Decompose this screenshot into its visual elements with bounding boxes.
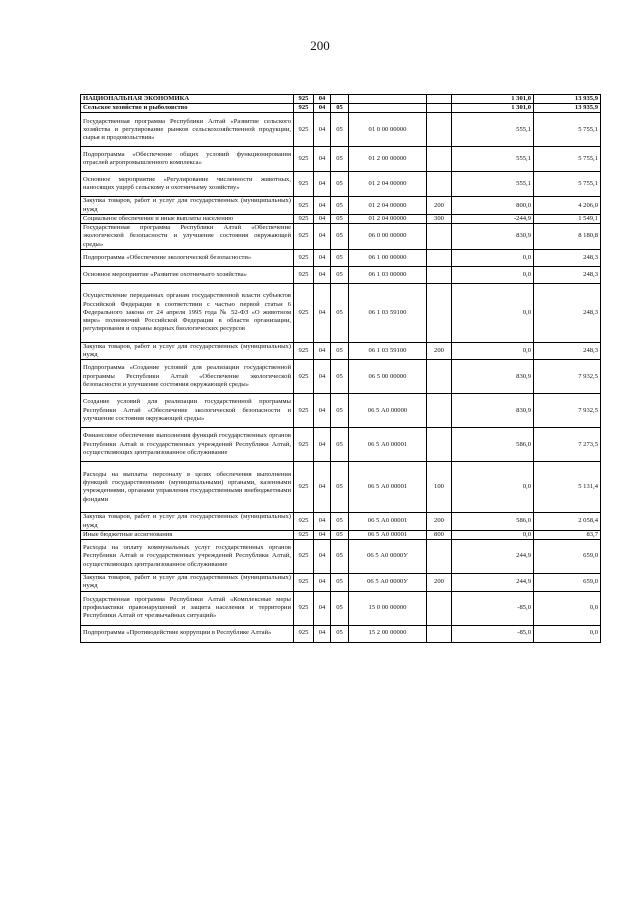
section-cell: 04 [314,147,331,172]
amount-total-cell: 7 273,5 [534,428,601,462]
row-name-cell: Создание условий для реализации государственной программы Республики Алтай «Обеспечение экологической безопасности и улучшение состояния окружающей среды» [81,394,294,428]
table-row [81,428,601,462]
admin-code-cell: 925 [294,249,314,266]
amount-change-cell: -85,0 [452,591,534,625]
admin-code-cell: 925 [294,462,314,513]
table-row [81,172,601,197]
section-cell: 04 [314,172,331,197]
table-row [81,113,601,147]
amount-total-cell: 248,3 [534,342,601,359]
row-name-cell: Государственная программа Республики Алтай «Развитие сельского хозяйства и регулирование рынков сельскохозяйственной продукции, сырья и продовольствия» [81,113,294,147]
amount-total-cell: 2 058,4 [534,513,601,530]
amount-total-cell: 659,0 [534,540,601,574]
table-row [81,360,601,394]
target-article-cell: 01 2 00 00000 [349,147,427,172]
subsection-cell: 05 [331,540,349,574]
row-name-cell: Расходы на выплаты персоналу в целях обеспечения выполнения функций государственными (муниципальными) органами, казенными учреждениями, органами управления государственными внебюджетными фондами [81,462,294,513]
expense-type-cell [427,249,452,266]
admin-code-cell: 925 [294,513,314,530]
subsection-cell: 05 [331,591,349,625]
row-name-cell: Государственная программа Республики Алтай «Комплексные меры профилактики правонарушений и защита населения и территории Республики Алтай от чрезвычайных ситуаций» [81,591,294,625]
target-article-cell: 01 2 04 00000 [349,172,427,197]
section-cell: 04 [314,113,331,147]
amount-change-cell: 244,9 [452,540,534,574]
target-article-cell: 01 0 00 00000 [349,113,427,147]
row-name-cell: НАЦИОНАЛЬНАЯ ЭКОНОМИКА [81,95,294,104]
subsection-cell: 05 [331,530,349,539]
expense-type-cell: 200 [427,342,452,359]
admin-code-cell: 925 [294,428,314,462]
expense-type-cell [427,540,452,574]
section-cell: 04 [314,342,331,359]
subsection-cell: 05 [331,104,349,113]
target-article-cell: 06 1 03 59100 [349,283,427,342]
target-article-cell: 06 5 А0 00001 [349,513,427,530]
expense-type-cell: 200 [427,513,452,530]
subsection-cell: 05 [331,266,349,283]
admin-code-cell: 925 [294,530,314,539]
table-row [81,342,601,359]
expense-type-cell [427,266,452,283]
expense-type-cell: 800 [427,530,452,539]
expense-type-cell [427,95,452,104]
amount-change-cell: 586,0 [452,428,534,462]
amount-total-cell: 13 935,9 [534,95,601,104]
target-article-cell: 06 5 А0 0000У [349,574,427,591]
amount-change-cell: 555,1 [452,172,534,197]
target-article-cell [349,104,427,113]
amount-change-cell: 800,0 [452,197,534,214]
amount-change-cell: 830,9 [452,360,534,394]
section-cell: 04 [314,197,331,214]
subsection-cell: 05 [331,172,349,197]
amount-change-cell: 0,0 [452,462,534,513]
expense-type-cell [427,113,452,147]
target-article-cell: 15 0 00 00000 [349,591,427,625]
amount-total-cell: 0,0 [534,625,601,642]
table-row [81,591,601,625]
target-article-cell: 06 5 А0 00000 [349,394,427,428]
subsection-cell: 05 [331,513,349,530]
admin-code-cell: 925 [294,147,314,172]
amount-change-cell: 0,0 [452,530,534,539]
amount-total-cell: 4 206,0 [534,197,601,214]
table-row [81,625,601,642]
row-name-cell: Закупка товаров, работ и услуг для государственных (муниципальных) нужд [81,574,294,591]
row-name-cell: Закупка товаров, работ и услуг для государственных (муниципальных) нужд [81,197,294,214]
row-name-cell: Подпрограмма «Обеспечение экологической безопасности» [81,249,294,266]
expense-type-cell [427,224,452,250]
section-cell: 04 [314,104,331,113]
section-cell: 04 [314,540,331,574]
amount-change-cell: 586,0 [452,513,534,530]
table-row [81,574,601,591]
amount-change-cell: 0,0 [452,266,534,283]
subsection-cell: 05 [331,428,349,462]
target-article-cell [349,95,427,104]
admin-code-cell: 925 [294,95,314,104]
amount-change-cell: -244,9 [452,214,534,223]
amount-total-cell: 8 180,8 [534,224,601,250]
target-article-cell: 06 1 00 00000 [349,249,427,266]
admin-code-cell: 925 [294,113,314,147]
table-row [81,530,601,539]
table-row [81,147,601,172]
row-name-cell: Закупка товаров, работ и услуг для государственных (муниципальных) нужд [81,513,294,530]
row-name-cell: Расходы на оплату коммунальных услуг государственных органов Республики Алтай и государственных учреждений Республики Алтай, осуществляющих централизованное обслуживание [81,540,294,574]
row-name-cell: Государственная программа Республики Алтай «Обеспечение экологической безопасности и улучшение состояния окружающей среды» [81,224,294,250]
subsection-cell: 05 [331,147,349,172]
expense-type-cell [427,147,452,172]
admin-code-cell: 925 [294,360,314,394]
amount-total-cell: 5 755,1 [534,147,601,172]
subsection-cell: 05 [331,249,349,266]
admin-code-cell: 925 [294,197,314,214]
amount-total-cell: 248,3 [534,249,601,266]
admin-code-cell: 925 [294,172,314,197]
section-cell: 04 [314,283,331,342]
admin-code-cell: 925 [294,104,314,113]
admin-code-cell: 925 [294,591,314,625]
row-name-cell: Сельское хозяйство и рыболовство [81,104,294,113]
row-name-cell: Финансовое обеспечение выполнения функций государственных органов Республики Алтай и государственных учреждений Республики Алтай, осуществляющих централизованное обслуживание [81,428,294,462]
table-row [81,197,601,214]
target-article-cell: 06 5 А0 00001 [349,462,427,513]
table-row [81,249,601,266]
target-article-cell: 06 5 А0 0000У [349,540,427,574]
section-cell: 04 [314,95,331,104]
budget-table-body [81,95,601,643]
section-cell: 04 [314,530,331,539]
amount-change-cell: 555,1 [452,147,534,172]
admin-code-cell: 925 [294,283,314,342]
row-name-cell: Подпрограмма «Обеспечение общих условий функционирования отраслей агропромышленного комплекса» [81,147,294,172]
section-cell: 04 [314,214,331,223]
section-cell: 04 [314,394,331,428]
table-row [81,214,601,223]
amount-change-cell: 244,9 [452,574,534,591]
amount-total-cell: 659,0 [534,574,601,591]
admin-code-cell: 925 [294,214,314,223]
subsection-cell: 05 [331,224,349,250]
amount-total-cell: 5 755,1 [534,113,601,147]
expense-type-cell [427,360,452,394]
row-name-cell: Осуществление переданных органам государственной власти субъектов Российской Федерации в соответствии с частью первой статьи 6 Федерального закона от 24 апреля 1995 года № 52-ФЗ «О животном мире» полномочий Российской Федерации в области организации, регулирования и охраны водных биологических ресурсов [81,283,294,342]
amount-total-cell: 7 932,5 [534,394,601,428]
expense-type-cell [427,591,452,625]
row-name-cell: Иные бюджетные ассигнования [81,530,294,539]
amount-total-cell: 5 755,1 [534,172,601,197]
row-name-cell: Закупка товаров, работ и услуг для государственных (муниципальных) нужд [81,342,294,359]
amount-total-cell: 7 932,5 [534,360,601,394]
expense-type-cell [427,104,452,113]
budget-table [80,94,601,643]
row-name-cell: Основное мероприятие «Развитие охотничьего хозяйства» [81,266,294,283]
target-article-cell: 06 1 03 00000 [349,266,427,283]
amount-change-cell: 0,0 [452,249,534,266]
section-cell: 04 [314,574,331,591]
target-article-cell: 06 5 А0 00001 [349,428,427,462]
subsection-cell: 05 [331,360,349,394]
admin-code-cell: 925 [294,224,314,250]
section-cell: 04 [314,266,331,283]
section-cell: 04 [314,513,331,530]
admin-code-cell: 925 [294,625,314,642]
amount-total-cell: 0,0 [534,591,601,625]
section-cell: 04 [314,591,331,625]
amount-total-cell: 83,7 [534,530,601,539]
section-cell: 04 [314,249,331,266]
expense-type-cell [427,394,452,428]
amount-change-cell: -85,0 [452,625,534,642]
target-article-cell: 06 0 00 00000 [349,224,427,250]
subsection-cell: 05 [331,574,349,591]
expense-type-cell: 200 [427,574,452,591]
table-row [81,224,601,250]
row-name-cell: Подпрограмма «Создание условий для реализации государственной программы Республики Алтай «Обеспечение экологической безопасности и улучшение состояния окружающей среды» [81,360,294,394]
row-name-cell: Подпрограмма «Противодействие коррупции в Республике Алтай» [81,625,294,642]
target-article-cell: 15 2 00 00000 [349,625,427,642]
admin-code-cell: 925 [294,394,314,428]
expense-type-cell [427,625,452,642]
subsection-cell: 05 [331,283,349,342]
expense-type-cell: 300 [427,214,452,223]
amount-change-cell: 0,0 [452,283,534,342]
subsection-cell: 05 [331,394,349,428]
subsection-cell: 05 [331,342,349,359]
section-cell: 04 [314,462,331,513]
table-row [81,540,601,574]
section-cell: 04 [314,224,331,250]
target-article-cell: 01 2 04 00000 [349,197,427,214]
table-row [81,266,601,283]
page-number: 200 [310,38,330,53]
target-article-cell: 06 5 00 00000 [349,360,427,394]
subsection-cell: 05 [331,462,349,513]
table-row [81,104,601,113]
amount-total-cell: 248,3 [534,283,601,342]
amount-total-cell: 248,3 [534,266,601,283]
section-cell: 04 [314,625,331,642]
table-row [81,283,601,342]
target-article-cell: 06 5 А0 00001 [349,530,427,539]
amount-change-cell: 830,9 [452,224,534,250]
admin-code-cell: 925 [294,266,314,283]
row-name-cell: Основное мероприятие «Регулирование численности животных, наносящих ущерб сельскому и охотничьему хозяйству» [81,172,294,197]
amount-change-cell: 0,0 [452,342,534,359]
admin-code-cell: 925 [294,540,314,574]
table-row [81,513,601,530]
admin-code-cell: 925 [294,574,314,591]
amount-change-cell: 830,9 [452,394,534,428]
table-row [81,462,601,513]
subsection-cell: 05 [331,625,349,642]
expense-type-cell: 100 [427,462,452,513]
amount-change-cell: 1 301,0 [452,104,534,113]
section-cell: 04 [314,428,331,462]
expense-type-cell: 200 [427,197,452,214]
subsection-cell: 05 [331,113,349,147]
amount-total-cell: 1 549,1 [534,214,601,223]
target-article-cell: 01 2 04 00000 [349,214,427,223]
target-article-cell: 06 1 03 59100 [349,342,427,359]
row-name-cell: Социальное обеспечение и иные выплаты населению [81,214,294,223]
section-cell: 04 [314,360,331,394]
amount-total-cell: 5 131,4 [534,462,601,513]
expense-type-cell [427,172,452,197]
expense-type-cell [427,283,452,342]
table-row [81,394,601,428]
amount-total-cell: 13 935,9 [534,104,601,113]
table-row [81,95,601,104]
admin-code-cell: 925 [294,342,314,359]
subsection-cell: 05 [331,197,349,214]
amount-change-cell: 1 301,0 [452,95,534,104]
expense-type-cell [427,428,452,462]
subsection-cell [331,95,349,104]
subsection-cell: 05 [331,214,349,223]
amount-change-cell: 555,1 [452,113,534,147]
